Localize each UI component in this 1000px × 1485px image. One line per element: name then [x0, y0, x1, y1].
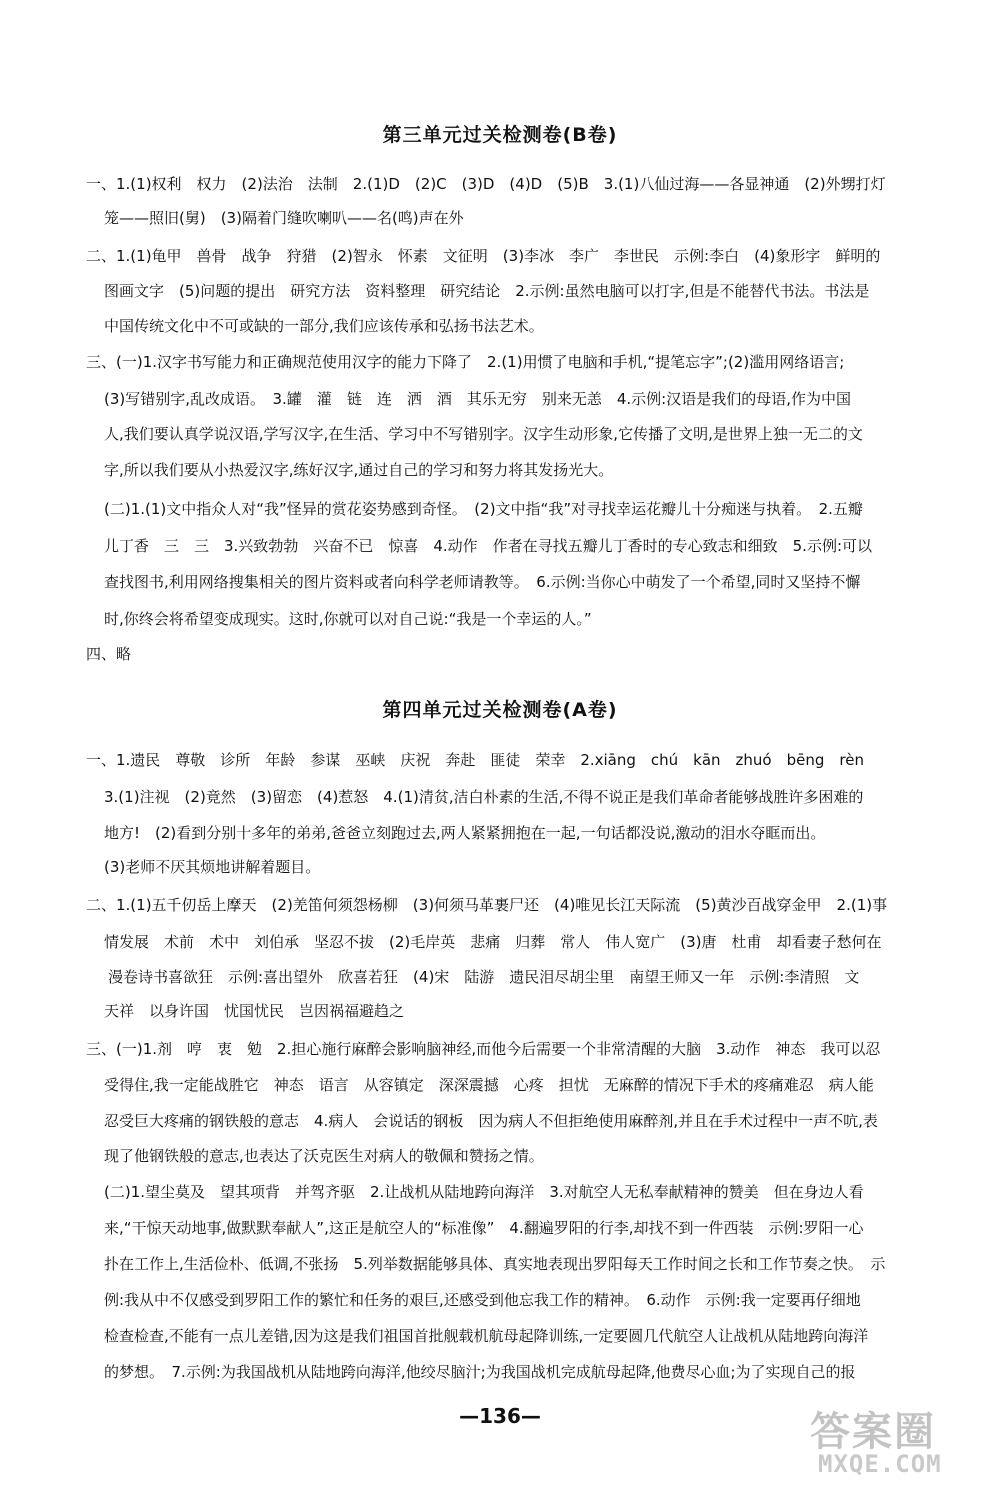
- watermark-text: 答案圈: [810, 1409, 936, 1455]
- answer-line: 现了他钢铁般的意志,也表达了沃克医生对病人的敬佩和赞扬之情。: [104, 1147, 544, 1165]
- answer-line: 扑在工作上,生活俭朴、低调,不张扬 5.列举数据能够具体、真实地表现出罗阳每天工作时间之长和工作节奏之快。 示: [104, 1255, 886, 1273]
- answer-line: 四、略: [86, 645, 132, 663]
- answer-line: 图画文字 (5)问题的提出 研究方法 资料整理 研究结论 2.示例:虽然电脑可以打字,但是不能替代书法。书法是: [104, 282, 870, 300]
- answer-line: 人,我们要认真学说汉语,学写汉字,在生活、学习中不写错别字。汉字生动形象,它传播了文明,是世界上独一无二的文: [104, 425, 863, 443]
- answer-line: 情发展 术前 术中 刘伯承 坚忍不拔 (2)毛岸英 悲痛 归葬 常人 伟人宽广 (3)唐 杜甫 却看妻子愁何在: [104, 933, 882, 951]
- answer-line: 笼——照旧(舅) (3)隔着门缝吹喇叭——名(鸣)声在外: [104, 209, 464, 227]
- answer-line: 地方! (2)看到分别十多年的弟弟,爸爸立刻跑过去,两人紧紧拥抱在一起,一句话都没说,激动的泪水夺眶而出。: [104, 824, 826, 842]
- answer-line: 二、1.(1)五千仞岳上摩天 (2)羌笛何须怨杨柳 (3)何须马革裹尸还 (4)唯见长江天际流 (5)黄沙百战穿金甲 2.(1)事: [86, 896, 888, 914]
- section-title-unit3-b: 第三单元过关检测卷(B卷): [382, 124, 618, 146]
- answer-line: 儿丁香 三 三 3.兴致勃勃 兴奋不已 惊喜 4.动作 作者在寻找五瓣儿丁香时的专心致志和细致 5.示例:可以: [104, 537, 872, 555]
- answer-line: 查找图书,利用网络搜集相关的图片资料或者向科学老师请教等。 6.示例:当你心中萌发了一个希望,同时又坚持不懈: [104, 573, 861, 591]
- answer-line: 3.(1)注视 (2)竟然 (3)留恋 (4)惹怒 4.(1)清贫,洁白朴素的生活,不得不说正是我们革命者能够战胜许多困难的: [104, 788, 864, 806]
- page-number: —136—: [459, 1404, 541, 1428]
- answer-line: (二)1.(1)文中指众人对“我”怪异的赏花姿势感到奇怪。 (2)文中指“我”对寻找幸运花瓣儿十分痴迷与执着。 2.五瓣: [104, 500, 863, 518]
- answer-line: 天祥 以身许国 忧国忧民 岂因祸福避趋之: [104, 1002, 405, 1020]
- answer-line: 来,“干惊天动地事,做默默奉献人”,这正是航空人的“标准像” 4.翻遍罗阳的行李,却找不到一件西装 示例:罗阳一心: [104, 1219, 864, 1237]
- section-title-unit4-a: 第四单元过关检测卷(A卷): [382, 699, 618, 721]
- answer-line: 三、(一)1.汉字书写能力和正确规范使用汉字的能力下降了 2.(1)用惯了电脑和手机,“提笔忘字”;(2)滥用网络语言;: [86, 353, 845, 371]
- answer-line: (3)老师不厌其烦地讲解着题目。: [104, 858, 321, 876]
- watermark-url: MXQE.COM: [818, 1450, 942, 1478]
- watermark-logo: [800, 1400, 990, 1480]
- answer-line: 一、1.遗民 尊敬 诊所 年龄 参谋 巫峡 庆祝 奔赴 匪徒 荣幸 2.xiāng chú kān zhuó bēng rèn: [86, 751, 864, 769]
- answer-line: 漫卷诗书喜欲狂 示例:喜出望外 欣喜若狂 (4)宋 陆游 遗民泪尽胡尘里 南望王师又一年 示例:李清照 文: [108, 968, 860, 986]
- answer-line: 一、1.(1)权利 权力 (2)法治 法制 2.(1)D (2)C (3)D (4)D (5)B 3.(1)八仙过海——各显神通 (2)外甥打灯: [86, 175, 886, 193]
- answer-line: 中国传统文化中不可或缺的一部分,我们应该传承和弘扬书法艺术。: [104, 317, 544, 335]
- answer-line: 检查检查,不能有一点儿差错,因为这是我们祖国首批舰载机航母起降训练,一定要圆几代航空人让战机从陆地跨向海洋: [104, 1327, 869, 1345]
- answer-line: 字,所以我们要从小热爱汉字,练好汉字,通过自己的学习和努力将其发扬光大。: [104, 461, 614, 479]
- answer-line: 时,你终会将希望变成现实。这时,你就可以对自己说:“我是一个幸运的人。”: [104, 610, 592, 628]
- answer-line: 的梦想。 7.示例:为我国战机从陆地跨向海洋,他绞尽脑汁;为我国战机完成航母起降,他费尽心血;为了实现自己的报: [104, 1363, 856, 1381]
- answer-line: 例:我从中不仅感受到罗阳工作的繁忙和任务的艰巨,还感受到他忘我工作的精神。 6.动作 示例:我一定要再仔细地: [104, 1291, 861, 1309]
- answer-line: 三、(一)1.剂 哼 衷 勉 2.担心施行麻醉会影响脑神经,而他今后需要一个非常清醒的大脑 3.动作 神态 我可以忍: [86, 1040, 881, 1058]
- answer-line: (3)写错别字,乱改成语。 3.罐 灌 链 连 洒 酒 其乐无穷 别来无恙 4.示例:汉语是我们的母语,作为中国: [104, 390, 851, 408]
- answer-line: (二)1.望尘莫及 望其项背 并驾齐驱 2.让战机从陆地跨向海洋 3.对航空人无私奉献精神的赞美 但在身边人看: [104, 1183, 864, 1201]
- answer-line: 忍受巨大疼痛的钢铁般的意志 4.病人 会说话的钢板 因为病人不但拒绝使用麻醉剂,并且在手术过程中一声不吭,表: [104, 1112, 878, 1130]
- answer-line: 二、1.(1)龟甲 兽骨 战争 狩猎 (2)智永 怀素 文征明 (3)李冰 李广 李世民 示例:李白 (4)象形字 鲜明的: [86, 247, 881, 265]
- answer-line: 受得住,我一定能战胜它 神态 语言 从容镇定 深深震撼 心疼 担忧 无麻醉的情况下手术的疼痛难忍 病人能: [104, 1076, 874, 1094]
